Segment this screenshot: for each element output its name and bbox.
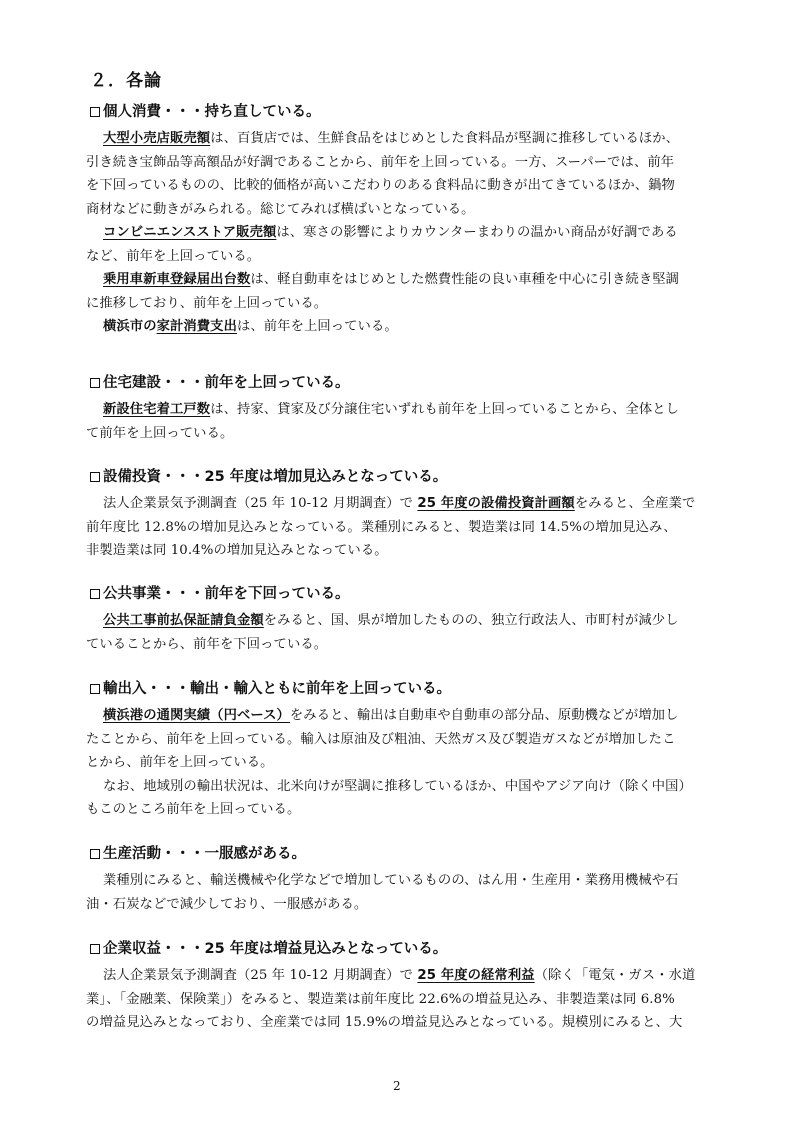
paragraph-line: [103, 398, 679, 417]
body-text: 業」、「金融業、保険業」）をみると、製造業は前年度比 22.6%の増益見込み、非製造業は同 6.8%: [86, 991, 675, 1007]
checkbox-square-icon: [90, 944, 100, 954]
bold-text: 横浜市の: [103, 319, 157, 334]
body-text: など、前年を上回っている。: [86, 248, 261, 264]
section-heading: ２．各論: [90, 71, 162, 91]
body-text: 法人企業景気予測調査（25 年 10-12 月期調査）で: [103, 496, 418, 511]
body-text: を下回っているものの、比較的価格が高いこだわりのある食料品に動きが出てきているほか、鍋物: [86, 178, 675, 193]
keyword-underlined: コンビニエンスストア販売額: [103, 225, 277, 240]
paragraph-line: [86, 728, 675, 747]
body-text: は、持家、貸家及び分譲住宅いずれも前年を上回っていることから、全体とし: [210, 402, 680, 417]
body-text: 前年度比 12.8%の増加見込みとなっている。業種別にみると、製造業は同 14.5%の増加見込み、: [86, 519, 677, 535]
keyword-underlined: 横浜港の通関実績（円ベース）: [103, 708, 290, 723]
body-text: （除く「電気・ガス・水道: [534, 968, 696, 983]
paragraph-line: [86, 245, 260, 264]
section-title: 企業収益・・・25 年度は増益見込みとなっている。: [90, 937, 447, 958]
body-text: 法人企業景気予測調査（25 年 10-12 月期調査）で: [103, 968, 418, 983]
paragraph-line: [86, 151, 674, 170]
body-text: は、軽自動車をはじめとした燃費性能の良い車種を中心に引き続き堅調: [250, 272, 680, 287]
keyword-underlined: 家計消費支出: [156, 319, 237, 334]
paragraph-line: [103, 964, 695, 983]
body-text: は、百貨店では、生鮮食品をはじめとした食料品が堅調に推移しているほか、: [210, 131, 680, 146]
paragraph-line: [103, 315, 398, 334]
body-text: て前年を上回っている。: [86, 425, 234, 441]
paragraph-line: [103, 775, 692, 794]
paragraph-line: [103, 492, 695, 511]
checkbox-square-icon: [90, 849, 100, 859]
checkbox-square-icon: [90, 107, 100, 117]
body-text: は、前年を上回っている。: [236, 319, 398, 334]
checkbox-square-icon: [90, 684, 100, 694]
paragraph-line: [103, 609, 679, 628]
paragraph-line: [103, 869, 679, 888]
checkbox-square-icon: [90, 378, 100, 388]
section-title: 生産活動・・・一服感がある。: [90, 842, 306, 863]
body-text: は、寒さの影響によりカウンターまわりの温かい商品が好調である: [276, 225, 678, 240]
paragraph-line: [103, 704, 678, 723]
body-text: をみると、国、県が増加したものの、独立行政法人、市町村が減少し: [263, 613, 679, 628]
paragraph-line: [86, 198, 475, 217]
section-title: 輸出入・・・輸出・輸入ともに前年を上回っている。: [90, 677, 451, 698]
body-text: たことから、前年を上回っている。輸入は原油及び粗油、天然ガス及び製造ガスなどが増加したこ: [86, 731, 676, 747]
body-text: とから、前年を上回っている。: [86, 755, 274, 770]
body-text: 引き続き宝飾品等高額品が好調であることから、前年を上回っている。一方、スーパーでは、前年: [86, 154, 675, 170]
paragraph-line: [103, 268, 679, 287]
paragraph-line: [86, 292, 327, 311]
keyword-underlined: 乗用車新車登録届出台数: [103, 272, 251, 287]
paragraph-line: [103, 127, 679, 146]
paragraph-line: [86, 988, 675, 1007]
keyword-underlined: 新設住宅着工戸数: [103, 402, 211, 417]
paragraph-line: [86, 422, 233, 441]
body-text: をみると、全産業で: [574, 496, 696, 511]
keyword-underlined: 大型小売店販売額: [103, 131, 211, 146]
paragraph-line: [86, 516, 677, 535]
section-title: 公共事業・・・前年を下回っている。: [90, 582, 350, 603]
paragraph-line: [86, 633, 327, 652]
body-text: なお、地域別の輸出状況は、北米向けが堅調に推移しているほか、中国やアジア向け（除く中国）: [103, 778, 692, 794]
paragraph-line: [86, 1011, 682, 1030]
body-text: に推移しており、前年を上回っている。: [86, 295, 328, 311]
body-text: 業種別にみると、輸送機械や化学などで増加しているものの、はん用・生産用・業務用機械や石: [103, 873, 679, 888]
checkbox-square-icon: [90, 472, 100, 482]
paragraph-line: [86, 539, 388, 558]
keyword-underlined: 25 年度の設備投資計画額: [417, 496, 575, 511]
paragraph-line: [86, 893, 367, 912]
paragraph-line: [103, 221, 678, 240]
page-number: 2: [393, 1079, 401, 1093]
body-text: 商材などに動きがみられる。総じてみれば横ばいとなっている。: [86, 201, 475, 217]
body-text: をみると、輸出は自動車や自動車の部分品、原動機などが増加し: [289, 708, 679, 723]
paragraph-line: [86, 751, 274, 770]
paragraph-line: [86, 798, 300, 817]
keyword-underlined: 公共工事前払保証請負金額: [103, 613, 264, 628]
section-title: 個人消費・・・持ち直している。: [90, 100, 321, 121]
body-text: ていることから、前年を下回っている。: [86, 636, 328, 652]
section-title: 設備投資・・・25 年度は増加見込みとなっている。: [90, 465, 447, 486]
body-text: もこのところ前年を上回っている。: [86, 802, 301, 817]
body-text: の増益見込みとなっており、全産業では同 15.9%の増益見込みとなっている。規模別にみると、大: [86, 1015, 683, 1030]
body-text: 非製造業は同 10.4%の増加見込みとなっている。: [86, 543, 388, 558]
checkbox-square-icon: [90, 589, 100, 599]
body-text: 油・石炭などで減少しており、一服感がある。: [86, 896, 368, 912]
section-title: 住宅建設・・・前年を上回っている。: [90, 371, 350, 392]
paragraph-line: [86, 174, 675, 193]
keyword-underlined: 25 年度の経常利益: [417, 968, 535, 983]
